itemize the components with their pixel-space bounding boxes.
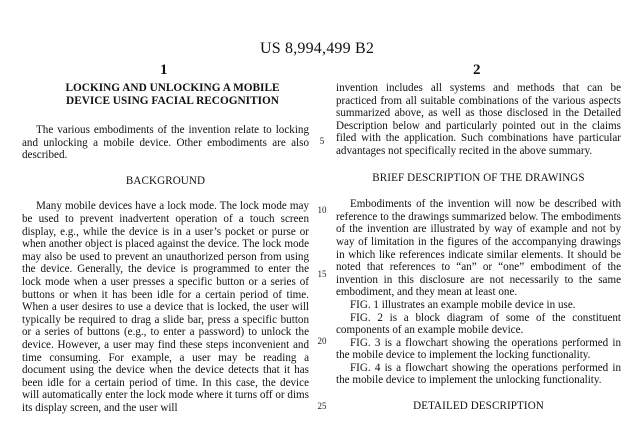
- patent-title-line1: LOCKING AND UNLOCKING A MOBILE: [65, 82, 280, 94]
- column-number-right: 2: [473, 62, 481, 78]
- line-number-15: 15: [317, 269, 327, 279]
- line-number-25: 25: [317, 401, 327, 411]
- line-number-5: 5: [319, 136, 325, 146]
- line-number-10: 10: [317, 205, 327, 215]
- left-column: [22, 82, 309, 414]
- background-heading: BACKGROUND: [125, 174, 206, 187]
- fig1-description: FIG. 1 illustrates an example mobile device in use.: [350, 298, 576, 311]
- background-paragraph: Many mobile devices have a lock mode. The lock mode may be used to prevent inadvertent operation of a touch screen display, e.g., while the device is in a user’s pocket or purse or when another object is placed against the device. The lock mode may also be used to prevent an unauthorized person from using the device. Generally, the device is programmed to enter the lock mode when a user presses a specific button or a series of buttons or when it has been idle for a certain period of time. When a user desires to use a device that is locked, the user will typically be required to drag a slide bar, press a specific button or a series of buttons (e.g., to enter a password) to unlock the device. However, a user may find these steps inconvenient and time consuming. For example, a user may be reading a document using the device when the device detects that it has been idle for a certain period of time. In this case, the device will automatically enter the lock mode where it turns off or dims its display screen, and the user will: [22, 200, 309, 414]
- right-column: [336, 82, 621, 413]
- drawings-heading: BRIEF DESCRIPTION OF THE DRAWINGS: [372, 171, 585, 184]
- detailed-description-heading: DETAILED DESCRIPTION: [413, 400, 544, 413]
- continuation-paragraph: invention includes all systems and methods that can be practiced from all suitable combinations of the various aspects summarized above, as well as those disclosed in the Detailed Description below and particularly pointed out in the claims filed with the application. Such combinations have particular advantages not specifically recited in the above summary.: [336, 82, 621, 157]
- intro-paragraph: The various embodiments of the invention relate to locking and unlocking a mobile device. Other embodiments are also described.: [22, 124, 309, 162]
- patent-title-line2: DEVICE USING FACIAL RECOGNITION: [66, 95, 279, 107]
- fig2-description: FIG. 2 is a block diagram of some of the constituent components of an example mobile device.: [336, 311, 621, 337]
- column-number-left: 1: [160, 62, 168, 78]
- line-number-20: 20: [317, 336, 327, 346]
- fig4-description: FIG. 4 is a flowchart showing the operations performed in the mobile device to implement the unlocking functionality.: [336, 361, 621, 387]
- fig3-description: FIG. 3 is a flowchart showing the operations performed in the mobile device to implement the locking functionality.: [336, 336, 621, 362]
- drawings-intro-paragraph: Embodiments of the invention will now be described with reference to the drawings summarized below. The embodiments of the invention are illustrated by way of example and not by way of limitation in the figures of the accompanying drawings in which like references indicate similar elements. It should be noted that references to “an” or “one” embodiment of the invention in this disclosure are not necessarily to the same embodiment, and they mean at least one.: [336, 198, 621, 299]
- patent-header: US 8,994,499 B2: [259, 40, 375, 57]
